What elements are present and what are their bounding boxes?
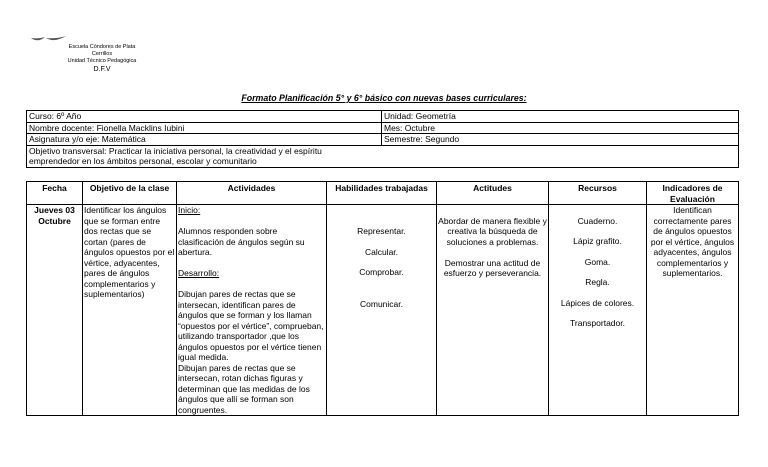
objective-cell: Identificar los ángulos que se forman entre dos rectas que se cortan (pares de ángulos opuestos por el vértice, adyacentes, pares de ángulos complementarios y suplementarios) bbox=[83, 205, 177, 416]
activity-desarrollo-text-1: Dibujan pares de rectas que se intersecan, identifican pares de ángulos que se forman y los llaman “opuestos por el vértice”, comprueban, utilizando transportador ,que los ángulos opuestos por el vértice tienen igual medida. bbox=[178, 289, 324, 362]
resource-item: Lápices de colores. bbox=[560, 297, 635, 308]
resource-item: Cuaderno. bbox=[577, 215, 618, 226]
header-indicadores: Indicadores de Evaluación bbox=[647, 182, 739, 205]
semester-cell: Semestre: Segundo bbox=[382, 134, 739, 146]
date-cell: Jueves 03 Octubre bbox=[27, 205, 83, 416]
header-actividades: Actividades bbox=[177, 182, 327, 205]
header-objetivo: Objetivo de la clase bbox=[83, 182, 177, 205]
skill-item: Comprobar. bbox=[359, 267, 404, 277]
month-cell: Mes: Octubre bbox=[382, 122, 739, 134]
course-cell: Curso: 6º Año bbox=[27, 111, 382, 123]
course-info-table bbox=[26, 110, 739, 168]
header-fecha: Fecha bbox=[27, 182, 83, 205]
activity-inicio-text: Alumnos responden sobre clasificación de ángulos según su abertura. bbox=[178, 226, 305, 257]
skill-item: Calcular. bbox=[364, 246, 399, 257]
attitude-item: Demostrar una actitud de esfuerzo y perseverancia. bbox=[443, 257, 542, 278]
transversal-objective-cell bbox=[27, 145, 739, 167]
plan-row bbox=[27, 205, 739, 416]
activities-cell bbox=[177, 205, 327, 416]
teacher-cell: Nombre docente: Fionella Macklins Iubini bbox=[27, 122, 382, 134]
skill-item: Representar. bbox=[357, 226, 406, 236]
resource-item: Goma. bbox=[584, 256, 611, 267]
resource-item: Regla. bbox=[585, 277, 610, 287]
document-title: Formato Planificación 5° y 6° básico con nuevas bases curriculares: bbox=[241, 93, 527, 103]
skill-item: Comunicar. bbox=[360, 298, 403, 309]
lesson-plan-table bbox=[26, 181, 739, 416]
school-commune: Cerrillos bbox=[91, 51, 113, 57]
activity-inicio-label: Inicio: bbox=[178, 205, 201, 215]
activity-desarrollo-label: Desarrollo: bbox=[178, 268, 220, 278]
resource-item: Lápiz grafito. bbox=[573, 236, 622, 246]
indicators-cell: Identifican correctamente pares de ángulos opuestos por el vértice, ángulos adyacentes, ángulos complementarios y suplementarios. bbox=[647, 205, 739, 416]
school-initials: D.F.V bbox=[93, 66, 111, 73]
resources-cell bbox=[549, 205, 647, 416]
transversal-objective-line-2: emprendedor en los ámbitos personal, escolar y comunitario bbox=[29, 156, 257, 166]
header-actitudes: Actitudes bbox=[437, 182, 549, 205]
activity-desarrollo-text-2: Dibujan pares de rectas que se intersecan, rotan dichas figuras y determinan que las medidas de los ángulos que allí se forman son congruentes. bbox=[178, 362, 310, 415]
plan-header-row bbox=[27, 182, 739, 205]
school-header bbox=[60, 44, 144, 73]
subject-cell: Asignatura y/o eje: Matemática bbox=[27, 134, 382, 146]
header-habilidades: Habilidades trabajadas bbox=[327, 182, 437, 205]
transversal-objective-line-1: Objetivo transversal: Practicar la iniciativa personal, la creatividad y el espíritu bbox=[29, 145, 322, 156]
attitude-item: Abordar de manera flexible y creativa la búsqueda de soluciones a problemas. bbox=[438, 215, 547, 247]
skills-cell bbox=[327, 205, 437, 416]
header-recursos: Recursos bbox=[549, 182, 647, 205]
unit-cell: Unidad: Geometría bbox=[382, 111, 739, 123]
school-name: Escuela Cóndores de Plata bbox=[68, 44, 136, 50]
resource-item: Transportador. bbox=[570, 318, 625, 328]
school-unit: Unidad Técnico Pedagógica bbox=[67, 58, 137, 64]
attitudes-cell bbox=[437, 205, 549, 416]
